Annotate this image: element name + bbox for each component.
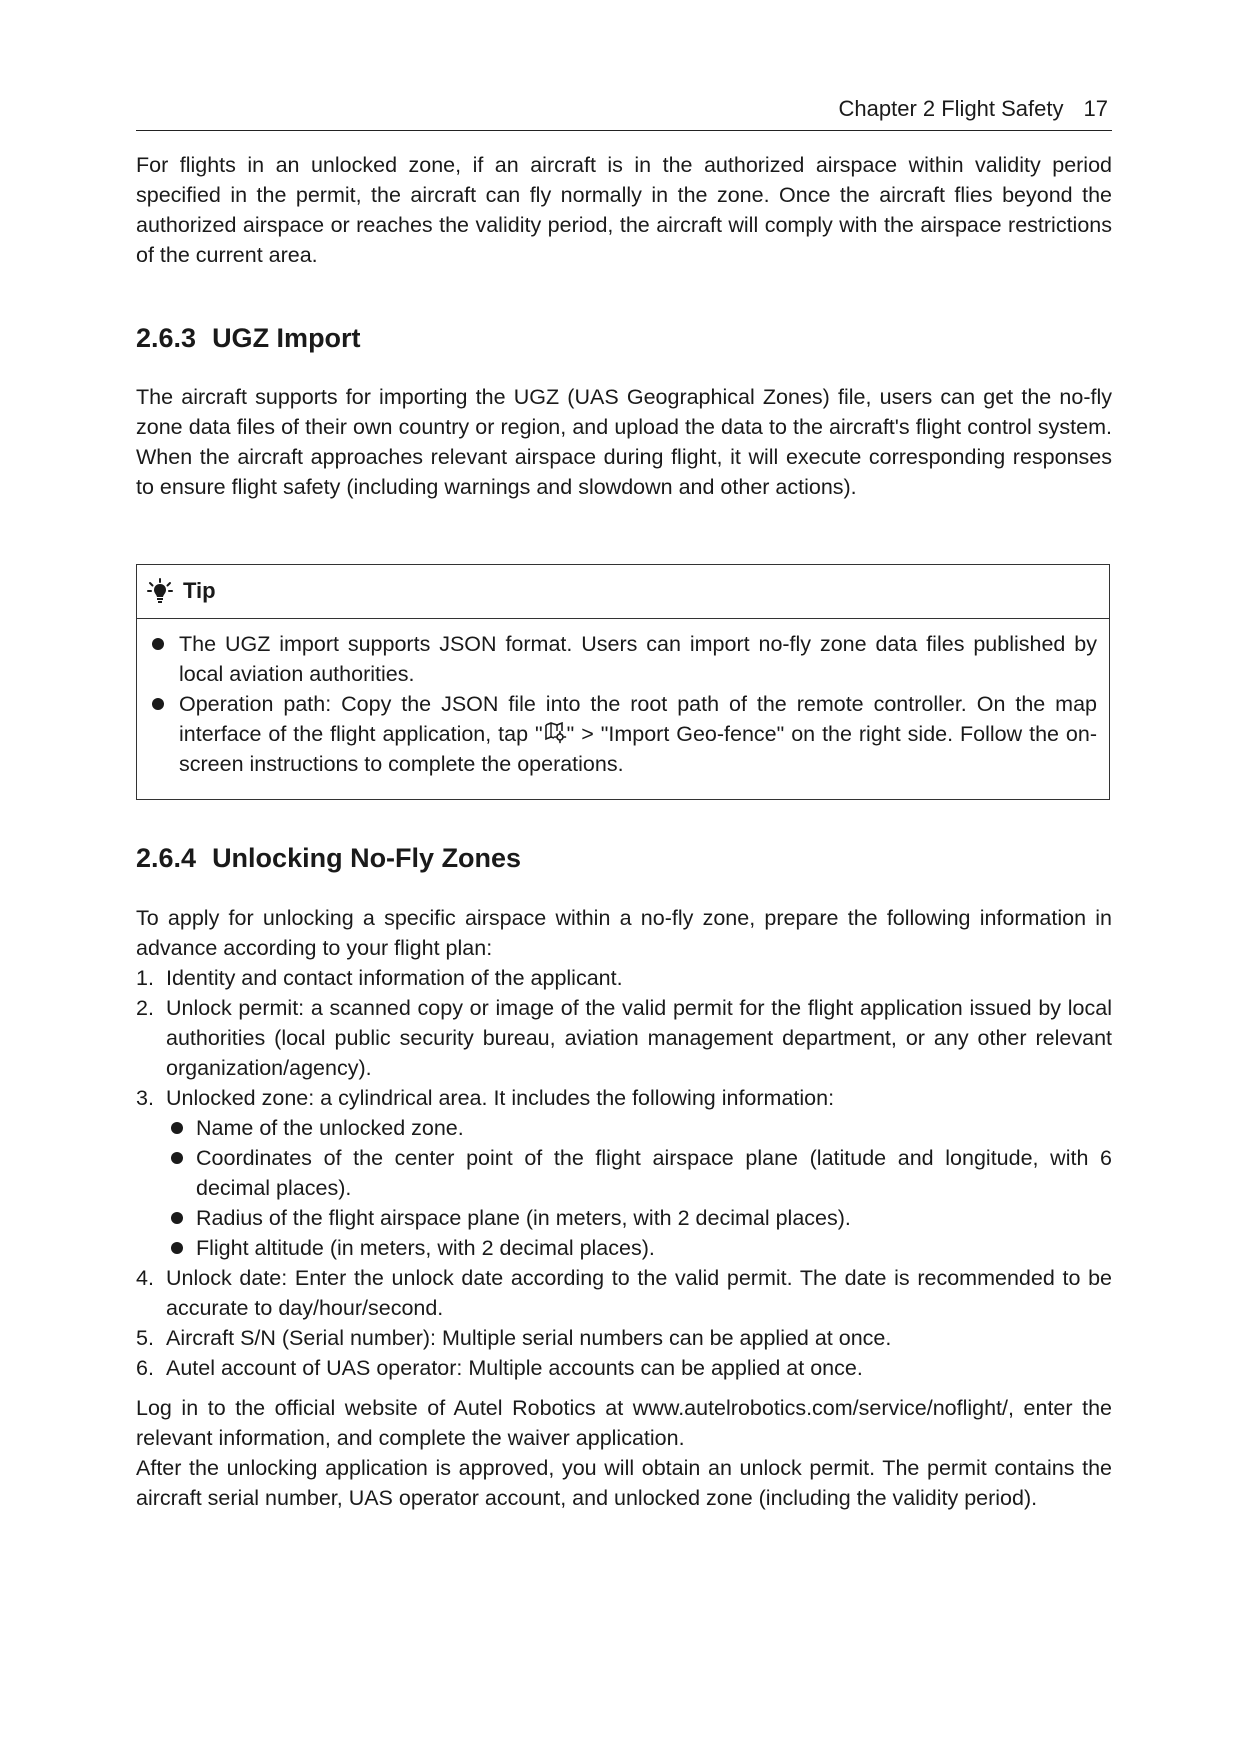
bullet-icon — [171, 1152, 183, 1164]
sublist-item: Name of the unlocked zone. — [166, 1113, 1112, 1143]
sublist-item: Coordinates of the center point of the flight airspace plane (latitude and longitude, with 6 decimal places). — [166, 1143, 1112, 1203]
unlocked-zone-sublist — [166, 1113, 1112, 1263]
tip-label: Tip — [183, 578, 216, 603]
list-item: 4. Unlock date: Enter the unlock date according to the valid permit. The date is recommended to be accurate to day/hour/second. — [136, 1266, 1112, 1320]
tip-header — [137, 565, 1109, 619]
tip-item: The UGZ import supports JSON format. Users can import no-fly zone data files published by local aviation authorities. — [137, 629, 1109, 689]
requirements-list — [136, 963, 1112, 1383]
list-item: 2. Unlock permit: a scanned copy or image of the valid permit for the flight application issued by local authorities (local public security bureau, aviation management department, or any other relevant organization/agency). — [136, 996, 1112, 1080]
sublist-item: Flight altitude (in meters, with 2 decimal places). — [166, 1233, 1112, 1263]
approval-paragraph: After the unlocking application is approved, you will obtain an unlock permit. The permit contains the aircraft serial number, UAS operator account, and unlocked zone (including the validity period). — [136, 1456, 1112, 1510]
list-item: 5. Aircraft S/N (Serial number): Multiple serial numbers can be applied at once. — [136, 1326, 892, 1350]
unlocking-intro-paragraph: To apply for unlocking a specific airspace within a no-fly zone, prepare the following information in advance according to your flight plan: — [136, 906, 1112, 960]
section-title: Unlocking No-Fly Zones — [212, 843, 522, 873]
page-header — [136, 96, 1112, 131]
tip-list — [137, 629, 1109, 779]
bullet-icon — [152, 698, 164, 710]
chapter-title: Chapter 2 Flight Safety — [838, 96, 1064, 121]
list-item: 3. Unlocked zone: a cylindrical area. It includes the following information: Name of the unlocked zone. Coordinates of the center point of the flight airspace plane (latitude and longitude, with 6 decimal places). Radius of the flight airspace plane (in meters, with 2 decimal places). Flight altitude (in meters, with 2 decimal places). — [136, 1083, 1112, 1263]
map-settings-icon — [543, 720, 567, 744]
tip-box — [136, 564, 1110, 800]
section-title: UGZ Import — [212, 323, 361, 353]
login-paragraph: Log in to the official website of Autel Robotics at www.autelrobotics.com/service/noflight/, enter the relevant information, and complete the waiver application. — [136, 1396, 1112, 1450]
bullet-icon — [171, 1212, 183, 1224]
intro-paragraph: For flights in an unlocked zone, if an aircraft is in the authorized airspace within validity period specified in the permit, the aircraft can fly normally in the zone. Once the aircraft flies beyond the authorized airspace or reaches the validity period, the aircraft will comply with the airspace restrictions of the current area. — [136, 153, 1112, 267]
bullet-icon — [171, 1242, 183, 1254]
lightbulb-icon — [147, 578, 173, 604]
section-2-6-4-heading — [136, 842, 521, 874]
tip-item: Operation path: Copy the JSON file into the root path of the remote controller. On the map interface of the flight application, tap " " > "Import Geo-fence" on the right side. Follow the on-screen instructions to complete the operations. — [137, 689, 1109, 779]
section-number: 2.6.3 — [136, 323, 197, 353]
section-number: 2.6.4 — [136, 843, 197, 873]
section-2-6-3-heading — [136, 322, 361, 354]
bullet-icon — [171, 1122, 183, 1134]
list-item: 6. Autel account of UAS operator: Multiple accounts can be applied at once. — [136, 1356, 863, 1380]
bullet-icon — [152, 638, 164, 650]
sublist-item: Radius of the flight airspace plane (in meters, with 2 decimal places). — [166, 1203, 1112, 1233]
page-number: 17 — [1083, 96, 1108, 121]
list-item: 1. Identity and contact information of the applicant. — [136, 966, 623, 990]
ugz-import-paragraph: The aircraft supports for importing the UGZ (UAS Geographical Zones) file, users can get the no-fly zone data files of their own country or region, and upload the data to the aircraft's flight control system. When the aircraft approaches relevant airspace during flight, it will execute corresponding responses to ensure flight safety (including warnings and slowdown and other actions). — [136, 385, 1112, 499]
